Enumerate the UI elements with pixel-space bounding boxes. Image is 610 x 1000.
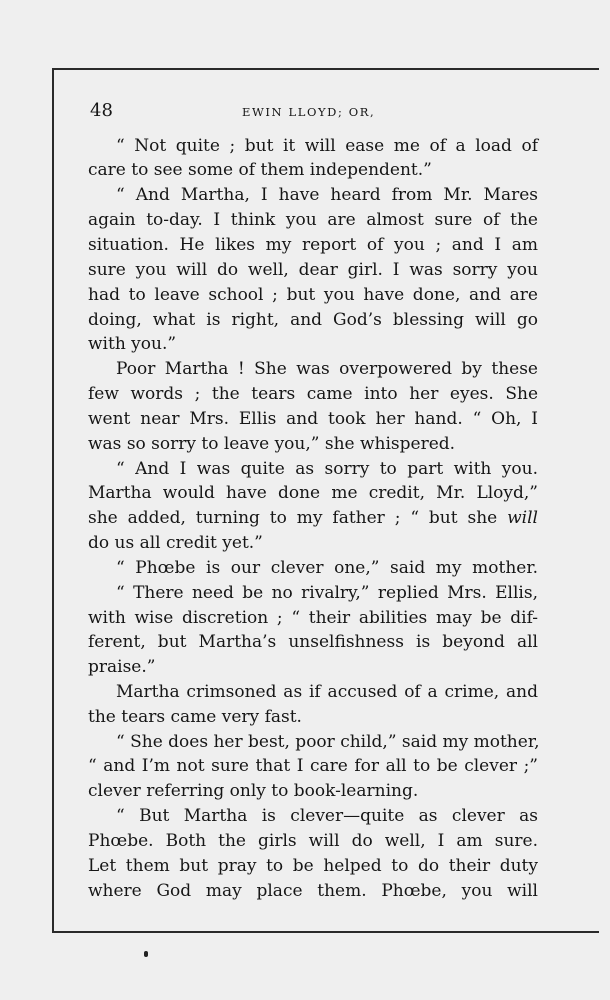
text-line: Phœbe. Both the girls will do well, I am sure. [88, 831, 538, 851]
text-line: had to leave school ; but you have done, and are [88, 285, 538, 305]
text-line: do us all credit yet.” [88, 533, 263, 553]
text-line: went near Mrs. Ellis and took her hand. “ Oh, I [88, 409, 538, 429]
text-line: again to-day. I think you are almost sure of the [88, 210, 538, 230]
text-line: Let them but pray to be helped to do their duty [88, 856, 538, 876]
page-header [90, 100, 536, 122]
text-line: the tears came very fast. [88, 707, 302, 727]
ink-mark [144, 951, 148, 957]
text-line: “ But Martha is clever—quite as clever as [116, 806, 538, 826]
text-line: doing, what is right, and God’s blessing will go [88, 310, 538, 330]
text-line: “ Phœbe is our clever one,” said my mother. [116, 558, 538, 578]
text-line: “ and I’m not sure that I care for all to be clever ;” [88, 756, 538, 776]
text-line: “ Not quite ; but it will ease me of a load of [116, 136, 538, 156]
text-line: ferent, but Martha’s unselfishness is beyond all [88, 632, 538, 652]
text-line: “ And Martha, I have heard from Mr. Mares [116, 185, 538, 205]
text-line: where God may place them. Phœbe, you will [88, 881, 538, 901]
text-run: she added, turning to my father ; “ but she [88, 508, 508, 528]
page-number: 48 [90, 100, 113, 121]
text-line: clever referring only to book-learning. [88, 781, 419, 801]
text-line: Poor Martha ! She was overpowered by these [116, 359, 538, 379]
text-line: few words ; the tears came into her eyes. She [88, 384, 538, 404]
text-line [88, 505, 538, 531]
text-line: “ There need be no rivalry,” replied Mrs. Ellis, [116, 583, 538, 603]
text-line: Martha crimsoned as if accused of a crime, and [116, 682, 538, 702]
text-line: care to see some of them independent.” [88, 160, 432, 180]
text-line: situation. He likes my report of you ; and I am [88, 235, 538, 255]
text-line: with you.” [88, 334, 177, 354]
text-line: praise.” [88, 657, 156, 677]
text-line: sure you will do well, dear girl. I was sorry you [88, 260, 538, 280]
emphasis-text: will [507, 508, 538, 528]
text-line: with wise discretion ; “ their abilities may be dif- [88, 608, 538, 628]
text-line: Martha would have done me credit, Mr. Lloyd,” [88, 483, 538, 503]
text-line: “ She does her best, poor child,” said my mother, [116, 732, 540, 752]
text-line: was so sorry to leave you,” she whispered. [88, 434, 456, 454]
text-line: “ And I was quite as sorry to part with you. [116, 459, 538, 479]
running-head: EWIN LLOYD; OR, [242, 105, 376, 119]
